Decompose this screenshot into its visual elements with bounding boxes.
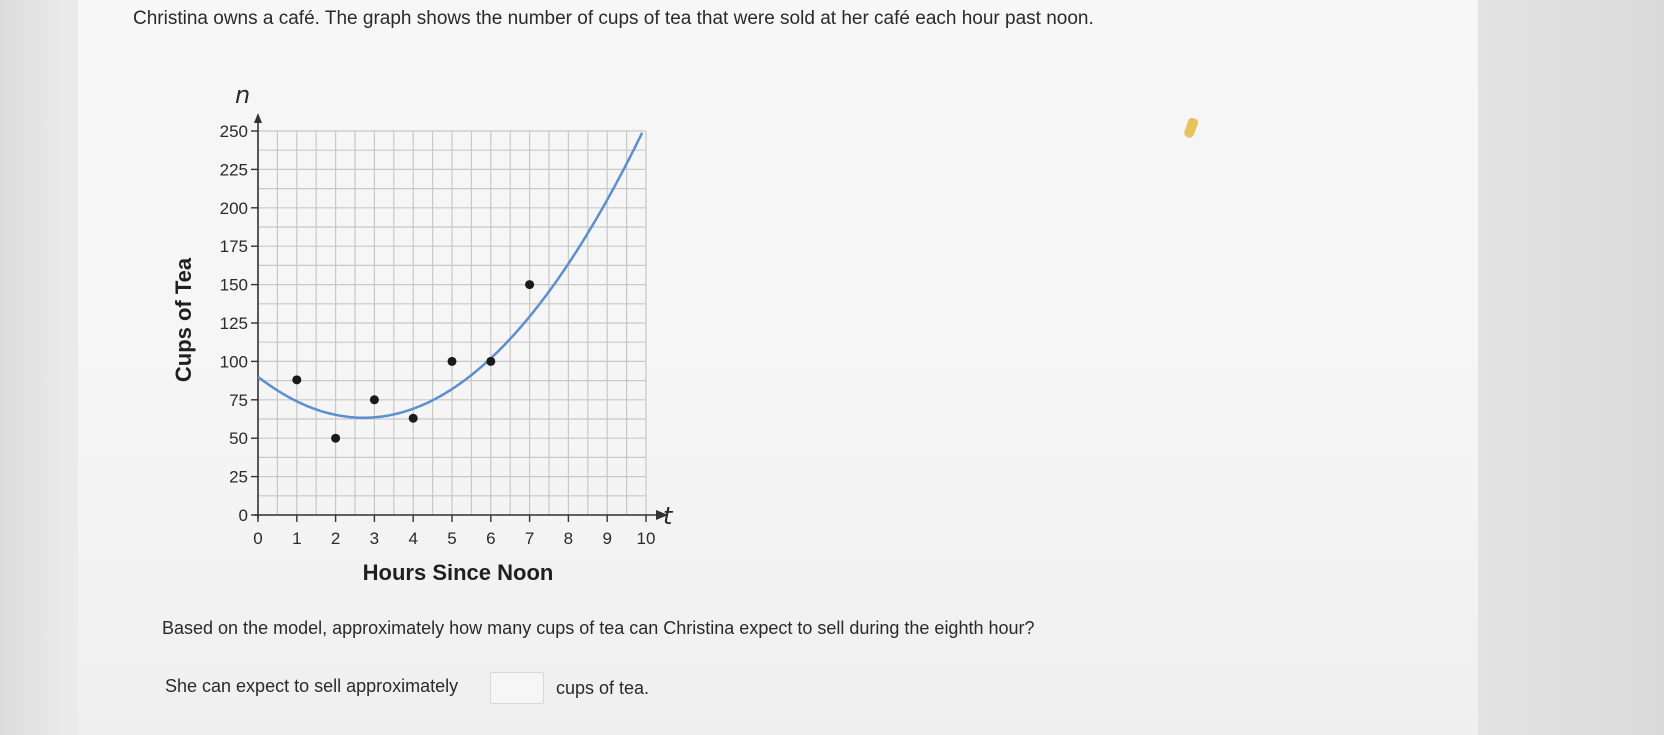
x-tick-label: 0 xyxy=(253,529,263,548)
data-point xyxy=(486,357,495,366)
y-axis-title: Cups of Tea xyxy=(171,257,196,383)
data-point xyxy=(370,395,379,404)
y-axis-arrow xyxy=(254,113,262,123)
x-tick-label: 1 xyxy=(292,529,302,548)
y-tick-label: 75 xyxy=(229,390,248,410)
chart-tick-labels xyxy=(220,122,656,548)
y-variable-label: n xyxy=(235,81,251,109)
x-tick-label: 6 xyxy=(486,529,496,548)
chart-axes xyxy=(251,113,668,522)
data-point xyxy=(331,434,340,443)
data-point xyxy=(448,357,457,366)
x-axis-title: Hours Since Noon xyxy=(362,560,554,585)
x-tick-label: 9 xyxy=(602,529,612,548)
answer-input[interactable] xyxy=(490,672,544,704)
y-tick-label: 50 xyxy=(229,429,248,449)
y-tick-label: 125 xyxy=(219,314,248,333)
answer-suffix: cups of tea. xyxy=(556,678,650,698)
data-point xyxy=(409,414,418,423)
question-text: Based on the model, approximately how many cups of tea can Christina expect to sell during the eighth hour? xyxy=(162,618,1035,638)
y-tick-label: 225 xyxy=(219,160,248,180)
x-tick-label: 4 xyxy=(408,529,418,548)
y-tick-label: 200 xyxy=(219,198,248,218)
x-variable-label: t xyxy=(663,502,673,530)
problem-intro: Christina owns a café. The graph shows the number of cups of tea that were sold at her café each hour past noon. xyxy=(133,8,1094,29)
chart-grid xyxy=(258,131,646,515)
y-tick-label: 25 xyxy=(229,467,248,487)
y-tick-label: 175 xyxy=(219,237,248,257)
data-point xyxy=(525,280,534,289)
x-tick-label: 2 xyxy=(330,529,341,548)
answer-prefix: She can expect to sell approximately xyxy=(165,676,459,696)
y-tick-label: 250 xyxy=(219,122,248,141)
x-tick-label: 10 xyxy=(636,529,656,548)
y-tick-label: 150 xyxy=(219,275,248,295)
y-tick-label: 0 xyxy=(238,506,248,525)
y-tick-label: 100 xyxy=(219,352,248,372)
x-tick-label: 3 xyxy=(369,529,380,548)
data-point xyxy=(292,375,301,384)
x-tick-label: 7 xyxy=(524,529,535,548)
x-tick-label: 5 xyxy=(447,529,457,548)
x-tick-label: 8 xyxy=(563,529,574,548)
